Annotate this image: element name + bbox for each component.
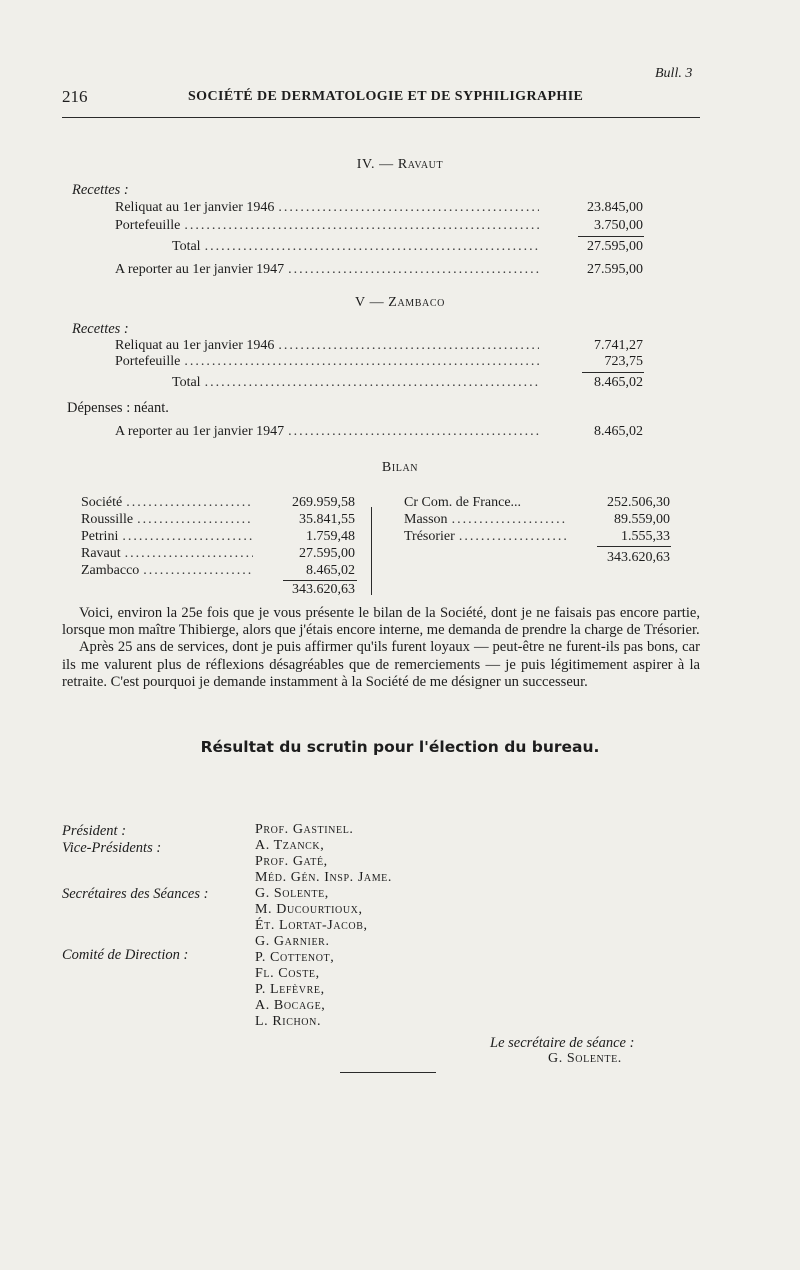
bilan-left-row — [81, 546, 257, 564]
leader-dots — [184, 218, 539, 234]
bilan-right-row — [404, 512, 572, 530]
bilan-left-row — [81, 563, 257, 581]
election-title: Résultat du scrutin pour l'élection du bureau. — [200, 738, 600, 756]
section-iv-row — [115, 218, 543, 236]
page-number: 216 — [62, 87, 88, 106]
member-name: Prof. Gastinel. — [255, 822, 354, 837]
member-name: Fl. Coste, — [255, 966, 320, 981]
row-value: 7.741,27 — [594, 338, 643, 353]
row-label: Portefeuille — [115, 354, 181, 369]
sum-rule — [578, 236, 644, 237]
section-iv-recettes-label: Recettes : — [72, 182, 129, 198]
row-label: Total — [172, 375, 201, 390]
row-label: Trésorier — [404, 529, 455, 544]
bilan-left-row — [81, 529, 257, 547]
row-label: Roussille — [81, 512, 134, 527]
role-secretaires: Secrétaires des Séances : — [62, 886, 209, 902]
role-vice-presidents: Vice-Présidents : — [62, 840, 162, 856]
member-name: P. Cottenot, — [255, 950, 335, 965]
leader-dots — [137, 512, 253, 528]
section-v-report-row — [115, 424, 543, 442]
row-label: Petrini — [81, 529, 119, 544]
bilan-right-row — [404, 495, 582, 513]
sum-rule — [582, 372, 644, 373]
row-value: 35.841,55 — [299, 512, 355, 527]
row-value: 269.959,58 — [292, 495, 355, 510]
row-value: 252.506,30 — [607, 495, 670, 510]
member-name: Ét. Lortat-Jacob, — [255, 918, 368, 933]
paragraph: Voici, environ la 25e fois que je vous présente le bilan de la Société, dont je ne faisais pas encore partie, lorsque mon maître Thibierge, alors que j'étais encore interne, me demanda de prendre la charge de Trésorier. — [62, 605, 700, 639]
bilan-left-row — [81, 512, 257, 530]
bilan-right-row — [404, 529, 572, 547]
bilan-left-total: 343.620,63 — [292, 582, 355, 597]
section-v-total-row — [172, 375, 543, 393]
row-value: 8.465,02 — [594, 375, 643, 390]
row-label: Cr Com. de France... — [404, 495, 522, 510]
row-label: Reliquat au 1er janvier 1946 — [115, 200, 275, 215]
body-text — [62, 605, 700, 691]
running-head: SOCIÉTÉ DE DERMATOLOGIE ET DE SYPHILIGRAPHIE — [188, 89, 584, 104]
leader-dots — [143, 563, 253, 579]
member-name: Prof. Gaté, — [255, 854, 328, 869]
sum-rule — [597, 546, 671, 547]
role-president: Président : — [62, 823, 127, 839]
member-name: Méd. Gén. Insp. Jame. — [255, 870, 392, 885]
bilan-right-total: 343.620,63 — [607, 550, 670, 565]
member-name: A. Tzanck, — [255, 838, 325, 853]
section-v-recettes-label: Recettes : — [72, 321, 129, 337]
leader-dots — [452, 512, 568, 528]
row-value: 723,75 — [604, 354, 643, 369]
member-name: A. Bocage, — [255, 998, 326, 1013]
leader-dots — [125, 546, 253, 562]
leader-dots — [278, 200, 539, 216]
section-v-title: V — Zambaco — [355, 295, 445, 310]
depenses-line: Dépenses : néant. — [67, 400, 169, 416]
leader-dots — [205, 239, 539, 255]
leader-dots — [122, 529, 253, 545]
row-value: 27.595,00 — [587, 262, 643, 277]
row-label: Zambacco — [81, 563, 140, 578]
section-iv-row — [115, 200, 543, 218]
row-label: Masson — [404, 512, 448, 527]
row-value: 89.559,00 — [614, 512, 670, 527]
leader-dots — [126, 495, 253, 511]
row-value: 1.555,33 — [621, 529, 670, 544]
paragraph: Après 25 ans de services, dont je puis affirmer qu'ils furent loyaux — peut-être ne furent-ils pas bons, car ils me valurent plus de réflexions désagréables que de remerciements — je puis légitimement aspirer à la retraite. C'est pourquoi je demande instamment à la Société de me désigner un successeur. — [62, 639, 700, 690]
row-label: Société — [81, 495, 123, 510]
closing-rule — [340, 1072, 436, 1073]
leader-dots — [205, 375, 539, 391]
role-comite: Comité de Direction : — [62, 947, 189, 963]
row-label: Total — [172, 239, 201, 254]
leader-dots — [459, 529, 568, 545]
bulletin-number: Bull. 3 — [655, 66, 693, 81]
row-value: 3.750,00 — [594, 218, 643, 233]
section-iv-report-row — [115, 262, 543, 280]
row-label: Portefeuille — [115, 218, 181, 233]
leader-dots — [288, 424, 539, 440]
row-value: 1.759,48 — [306, 529, 355, 544]
section-v-row — [115, 354, 543, 372]
sum-rule — [283, 580, 357, 581]
member-name: M. Ducourtioux, — [255, 902, 363, 917]
leader-dots — [278, 338, 539, 354]
bilan-left-row — [81, 495, 257, 513]
member-name: G. Garnier. — [255, 934, 330, 949]
row-value: 23.845,00 — [587, 200, 643, 215]
leader-dots — [288, 262, 539, 278]
row-label: A reporter au 1er janvier 1947 — [115, 424, 285, 439]
row-label: A reporter au 1er janvier 1947 — [115, 262, 285, 277]
row-label: Ravaut — [81, 546, 121, 561]
row-value: 8.465,02 — [594, 424, 643, 439]
section-iv-total-row — [172, 239, 543, 257]
row-label: Reliquat au 1er janvier 1946 — [115, 338, 275, 353]
bilan-title: Bilan — [381, 460, 419, 475]
member-name: P. Lefèvre, — [255, 982, 325, 997]
bilan-divider — [371, 507, 372, 595]
header-rule — [62, 117, 700, 118]
signature-role: Le secrétaire de séance : — [490, 1035, 635, 1051]
row-value: 27.595,00 — [299, 546, 355, 561]
member-name: L. Richon. — [255, 1014, 322, 1029]
row-value: 8.465,02 — [306, 563, 355, 578]
leader-dots — [184, 354, 539, 370]
row-value: 27.595,00 — [587, 239, 643, 254]
signature-name: G. Solente. — [548, 1051, 622, 1066]
member-name: G. Solente, — [255, 886, 329, 901]
section-iv-title: IV. — Ravaut — [356, 157, 444, 172]
